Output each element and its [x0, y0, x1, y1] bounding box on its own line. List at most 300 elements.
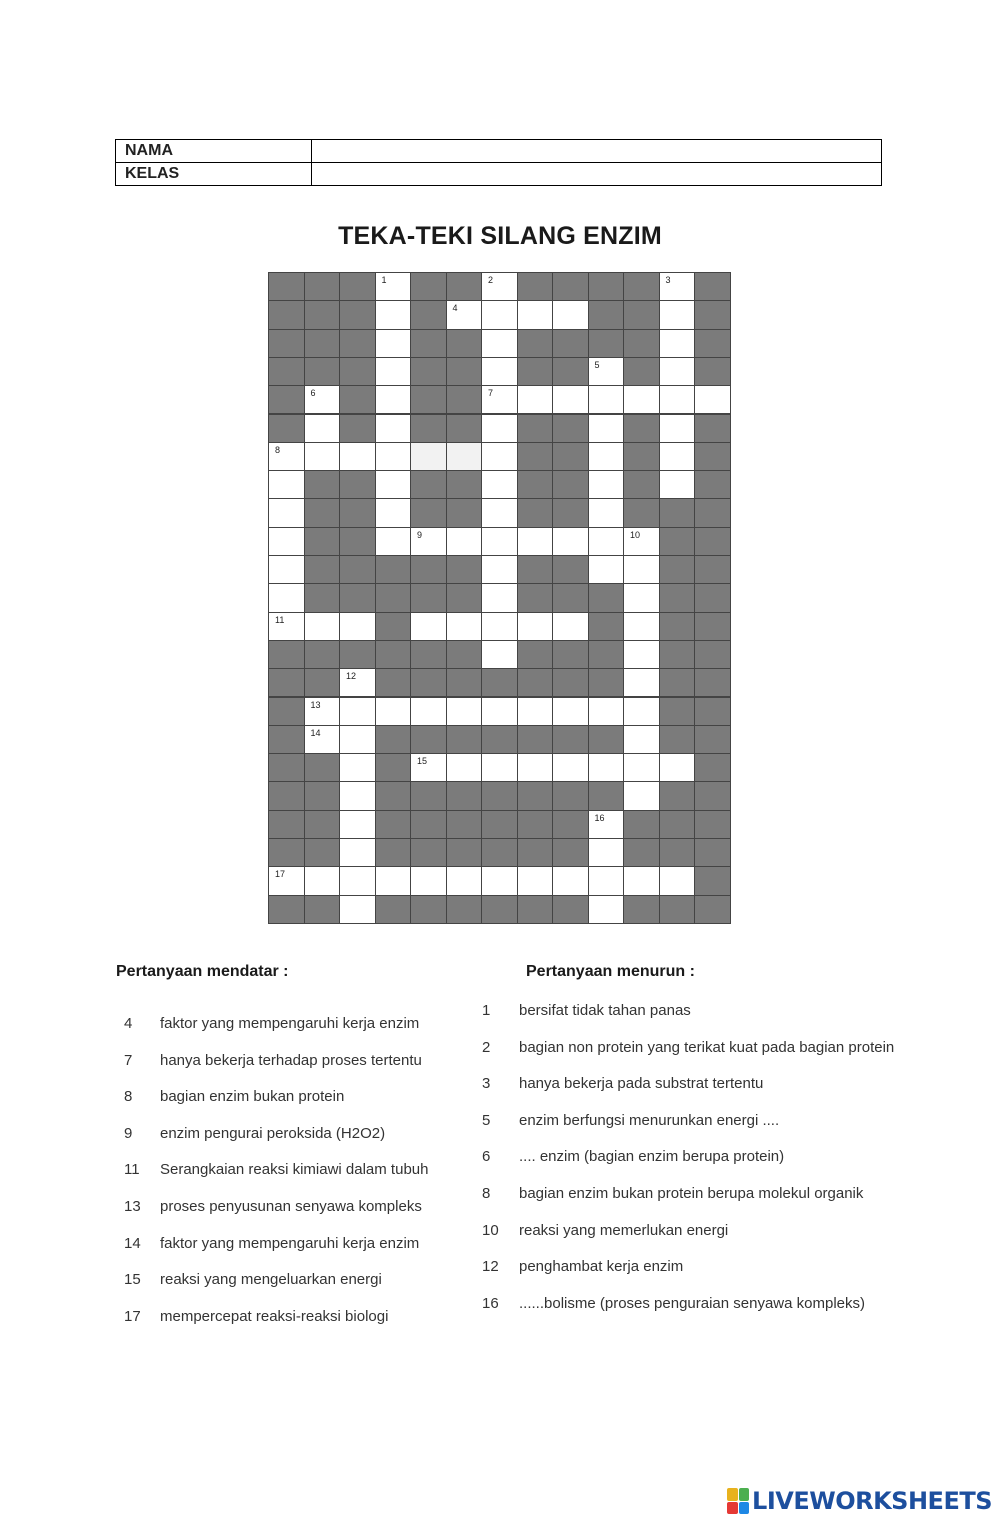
crossword-block-cell — [410, 357, 447, 386]
crossword-block-cell — [339, 300, 376, 329]
crossword-answer-cell[interactable] — [339, 668, 376, 697]
crossword-answer-cell[interactable] — [304, 442, 341, 471]
crossword-block-cell — [659, 612, 696, 641]
crossword-answer-cell[interactable] — [481, 385, 518, 414]
crossword-block-cell — [623, 442, 660, 471]
crossword-answer-cell[interactable] — [446, 753, 483, 782]
crossword-answer-cell[interactable] — [375, 498, 412, 527]
crossword-answer-cell[interactable] — [481, 357, 518, 386]
crossword-block-cell — [623, 838, 660, 867]
crossword-answer-cell[interactable] — [268, 498, 305, 527]
crossword-block-cell — [339, 527, 376, 556]
crossword-block-cell — [552, 781, 589, 810]
crossword-block-cell — [659, 555, 696, 584]
crossword-block-cell — [446, 725, 483, 754]
crossword-answer-cell[interactable] — [410, 866, 447, 895]
crossword-block-cell — [304, 470, 341, 499]
crossword-answer-cell[interactable] — [339, 866, 376, 895]
crossword-answer-cell[interactable] — [481, 329, 518, 358]
clue-number: 16 — [594, 812, 605, 823]
crossword-answer-cell[interactable] — [410, 753, 447, 782]
crossword-answer-cell[interactable] — [481, 866, 518, 895]
clue-item-number: 1 — [482, 1002, 491, 1019]
crossword-answer-cell[interactable] — [268, 612, 305, 641]
clue-item-number: 2 — [482, 1038, 491, 1056]
crossword-block-cell — [694, 357, 731, 386]
crossword-block-cell — [268, 668, 305, 697]
crossword-answer-cell[interactable] — [517, 300, 554, 329]
crossword-block-cell — [552, 810, 589, 839]
crossword-block-cell — [623, 470, 660, 499]
crossword-block-cell — [659, 697, 696, 726]
crossword-answer-cell[interactable] — [588, 470, 625, 499]
crossword-answer-cell[interactable] — [339, 725, 376, 754]
crossword-answer-cell[interactable] — [588, 385, 625, 414]
clue-number: 4 — [452, 303, 458, 314]
crossword-answer-cell[interactable] — [304, 697, 341, 726]
crossword-block-cell — [268, 300, 305, 329]
crossword-answer-cell[interactable] — [339, 612, 376, 641]
crossword-answer-cell[interactable] — [623, 753, 660, 782]
crossword-block-cell — [659, 498, 696, 527]
crossword-block-cell — [375, 583, 412, 612]
crossword-block-cell — [552, 498, 589, 527]
crossword-answer-cell[interactable] — [588, 555, 625, 584]
crossword-block-cell — [552, 555, 589, 584]
crossword-block-cell — [694, 300, 731, 329]
crossword-answer-cell[interactable] — [410, 442, 447, 471]
clue-item-text: hanya bekerja terhadap proses tertentu — [160, 1051, 422, 1069]
crossword-block-cell — [694, 725, 731, 754]
crossword-block-cell — [410, 498, 447, 527]
crossword-block-cell — [588, 640, 625, 669]
crossword-answer-cell[interactable] — [268, 555, 305, 584]
crossword-answer-cell[interactable] — [623, 697, 660, 726]
crossword-answer-cell[interactable] — [268, 583, 305, 612]
crossword-block-cell — [552, 895, 589, 924]
crossword-block-cell — [268, 725, 305, 754]
crossword-block-cell — [375, 725, 412, 754]
crossword-answer-cell[interactable] — [623, 725, 660, 754]
crossword-answer-cell[interactable] — [481, 527, 518, 556]
crossword-block-cell — [694, 697, 731, 726]
crossword-answer-cell[interactable] — [588, 895, 625, 924]
crossword-answer-cell[interactable] — [446, 697, 483, 726]
clue-item-text: hanya bekerja pada substrat tertentu — [519, 1075, 764, 1093]
crossword-answer-cell[interactable] — [481, 498, 518, 527]
crossword-block-cell — [517, 583, 554, 612]
crossword-block-cell — [268, 781, 305, 810]
crossword-block-cell — [410, 781, 447, 810]
crossword-block-cell — [304, 527, 341, 556]
crossword-answer-cell[interactable] — [375, 329, 412, 358]
down-heading: Pertanyaan menurun : — [526, 963, 695, 980]
crossword-block-cell — [304, 838, 341, 867]
clue-item-number: 8 — [482, 1185, 491, 1202]
crossword-answer-cell[interactable] — [659, 866, 696, 895]
crossword-answer-cell[interactable] — [375, 527, 412, 556]
crossword-answer-cell[interactable] — [517, 753, 554, 782]
crossword-answer-cell[interactable] — [588, 810, 625, 839]
crossword-answer-cell[interactable] — [481, 697, 518, 726]
crossword-block-cell — [304, 357, 341, 386]
crossword-block-cell — [517, 895, 554, 924]
crossword-answer-cell[interactable] — [304, 414, 341, 443]
crossword-answer-cell[interactable] — [339, 810, 376, 839]
crossword-answer-cell[interactable] — [339, 895, 376, 924]
crossword-answer-cell[interactable] — [659, 442, 696, 471]
crossword-block-cell — [517, 640, 554, 669]
crossword-block-cell — [339, 640, 376, 669]
crossword-block-cell — [552, 640, 589, 669]
crossword-answer-cell[interactable] — [268, 527, 305, 556]
crossword-block-cell — [623, 498, 660, 527]
crossword-block-cell — [410, 414, 447, 443]
clue-item-text: bagian non protein yang terikat kuat pada bagian protein — [519, 1038, 895, 1056]
crossword-block-cell — [694, 668, 731, 697]
crossword-block-cell — [339, 329, 376, 358]
crossword-answer-cell[interactable] — [375, 357, 412, 386]
crossword-block-cell — [268, 385, 305, 414]
clue-item-number: 10 — [482, 1221, 499, 1239]
crossword-answer-cell[interactable] — [588, 414, 625, 443]
crossword-block-cell — [694, 272, 731, 301]
crossword-block-cell — [304, 781, 341, 810]
crossword-answer-cell[interactable] — [410, 612, 447, 641]
crossword-answer-cell[interactable] — [659, 470, 696, 499]
crossword-block-cell — [304, 272, 341, 301]
crossword-answer-cell[interactable] — [623, 781, 660, 810]
clue-item-text: Serangkaian reaksi kimiawi dalam tubuh — [160, 1161, 429, 1179]
clue-item-text: proses penyusunan senyawa kompleks — [160, 1198, 422, 1215]
clue-item-text: bagian enzim bukan protein — [160, 1088, 345, 1106]
crossword-answer-cell[interactable] — [588, 838, 625, 867]
clue-item-text: ......bolisme (proses penguraian senyawa kompleks) — [519, 1294, 865, 1312]
crossword-answer-cell[interactable] — [339, 442, 376, 471]
crossword-answer-cell[interactable] — [588, 357, 625, 386]
crossword-block-cell — [659, 640, 696, 669]
crossword-answer-cell[interactable] — [375, 470, 412, 499]
crossword-answer-cell[interactable] — [659, 272, 696, 301]
crossword-answer-cell[interactable] — [552, 612, 589, 641]
class-row — [116, 163, 882, 186]
crossword-answer-cell[interactable] — [623, 385, 660, 414]
crossword-answer-cell[interactable] — [552, 866, 589, 895]
student-info-table — [115, 139, 882, 186]
crossword-block-cell — [268, 329, 305, 358]
crossword-block-cell — [517, 555, 554, 584]
crossword-answer-cell[interactable] — [375, 300, 412, 329]
crossword-block-cell — [517, 668, 554, 697]
crossword-block-cell — [446, 385, 483, 414]
crossword-answer-cell[interactable] — [304, 612, 341, 641]
crossword-block-cell — [659, 895, 696, 924]
crossword-block-cell — [410, 300, 447, 329]
crossword-block-cell — [517, 838, 554, 867]
crossword-block-cell — [375, 640, 412, 669]
clue-item-number: 11 — [124, 1161, 140, 1179]
crossword-block-cell — [446, 640, 483, 669]
name-field[interactable] — [312, 140, 882, 163]
crossword-block-cell — [304, 895, 341, 924]
crossword-answer-cell[interactable] — [588, 527, 625, 556]
crossword-answer-cell[interactable] — [268, 866, 305, 895]
crossword-block-cell — [410, 583, 447, 612]
crossword-block-cell — [517, 498, 554, 527]
crossword-block-cell — [517, 442, 554, 471]
crossword-block-cell — [588, 725, 625, 754]
crossword-block-cell — [446, 838, 483, 867]
crossword-block-cell — [552, 838, 589, 867]
crossword-block-cell — [446, 583, 483, 612]
clue-item-text: faktor yang mempengaruhi kerja enzim — [160, 1234, 420, 1252]
crossword-block-cell — [410, 470, 447, 499]
crossword-block-cell — [659, 725, 696, 754]
crossword-block-cell — [339, 498, 376, 527]
crossword-block-cell — [517, 414, 554, 443]
crossword-answer-cell[interactable] — [481, 300, 518, 329]
crossword-block-cell — [375, 838, 412, 867]
liveworksheets-logo-icon — [727, 1488, 749, 1514]
crossword-block-cell — [552, 470, 589, 499]
clue-item-number: 3 — [482, 1075, 491, 1093]
crossword-answer-cell[interactable] — [481, 414, 518, 443]
crossword-answer-cell[interactable] — [659, 385, 696, 414]
crossword-block-cell — [517, 470, 554, 499]
crossword-answer-cell[interactable] — [517, 385, 554, 414]
clue-item-text: penghambat kerja enzim — [519, 1258, 684, 1276]
crossword-answer-cell[interactable] — [304, 385, 341, 414]
clue-number: 11 — [275, 614, 285, 625]
crossword-block-cell — [446, 329, 483, 358]
crossword-block-cell — [481, 895, 518, 924]
crossword-block-cell — [375, 612, 412, 641]
crossword-block-cell — [304, 583, 341, 612]
crossword-answer-cell[interactable] — [588, 442, 625, 471]
crossword-answer-cell[interactable] — [623, 555, 660, 584]
clue-number: 3 — [665, 275, 671, 285]
crossword-answer-cell[interactable] — [481, 555, 518, 584]
crossword-answer-cell[interactable] — [517, 612, 554, 641]
crossword-answer-cell[interactable] — [375, 442, 412, 471]
crossword-answer-cell[interactable] — [375, 272, 412, 301]
crossword-block-cell — [446, 357, 483, 386]
crossword-answer-cell[interactable] — [517, 697, 554, 726]
crossword-answer-cell[interactable] — [552, 527, 589, 556]
crossword-answer-cell[interactable] — [446, 442, 483, 471]
name-row — [116, 140, 882, 163]
clue-item-text: .... enzim (bagian enzim berupa protein) — [519, 1148, 785, 1166]
crossword-answer-cell[interactable] — [410, 697, 447, 726]
crossword-block-cell — [588, 272, 625, 301]
crossword-block-cell — [410, 329, 447, 358]
crossword-answer-cell[interactable] — [268, 470, 305, 499]
crossword-block-cell — [481, 725, 518, 754]
crossword-block-cell — [268, 414, 305, 443]
crossword-block-cell — [375, 753, 412, 782]
crossword-block-cell — [410, 668, 447, 697]
crossword-block-cell — [446, 781, 483, 810]
clue-number: 7 — [488, 388, 494, 399]
crossword-block-cell — [623, 357, 660, 386]
crossword-answer-cell[interactable] — [623, 527, 660, 556]
crossword-block-cell — [481, 781, 518, 810]
crossword-answer-cell[interactable] — [304, 725, 341, 754]
crossword-block-cell — [659, 838, 696, 867]
crossword-block-cell — [694, 442, 731, 471]
crossword-block-cell — [694, 498, 731, 527]
crossword-answer-cell[interactable] — [446, 527, 483, 556]
clue-item-number: 17 — [124, 1307, 141, 1325]
crossword-block-cell — [517, 725, 554, 754]
crossword-answer-cell[interactable] — [481, 640, 518, 669]
crossword-answer-cell[interactable] — [446, 866, 483, 895]
crossword-block-cell — [446, 470, 483, 499]
crossword-answer-cell[interactable] — [659, 753, 696, 782]
crossword-block-cell — [410, 838, 447, 867]
crossword-block-cell — [410, 895, 447, 924]
crossword-answer-cell[interactable] — [588, 498, 625, 527]
crossword-answer-cell[interactable] — [410, 527, 447, 556]
clue-item-number: 12 — [482, 1258, 499, 1276]
crossword-answer-cell[interactable] — [552, 753, 589, 782]
crossword-block-cell — [410, 555, 447, 584]
crossword-answer-cell[interactable] — [375, 697, 412, 726]
clue-item-number: 14 — [124, 1234, 141, 1252]
clue-item-number: 8 — [124, 1088, 133, 1106]
crossword-block-cell — [552, 329, 589, 358]
crossword-block-cell — [552, 442, 589, 471]
clue-number: 14 — [310, 727, 321, 738]
class-label: KELAS — [116, 163, 312, 186]
crossword-block-cell — [481, 810, 518, 839]
crossword-block-cell — [446, 668, 483, 697]
crossword-answer-cell[interactable] — [694, 385, 731, 414]
clue-number: 6 — [310, 388, 316, 399]
clue-item-text: enzim pengurai peroksida (H2O2) — [160, 1124, 386, 1142]
crossword-answer-cell[interactable] — [517, 866, 554, 895]
crossword-answer-cell[interactable] — [481, 470, 518, 499]
crossword-block-cell — [588, 300, 625, 329]
crossword-block-cell — [410, 272, 447, 301]
crossword-answer-cell[interactable] — [623, 640, 660, 669]
crossword-block-cell — [304, 300, 341, 329]
crossword-answer-cell[interactable] — [446, 612, 483, 641]
crossword-block-cell — [552, 583, 589, 612]
crossword-block-cell — [339, 414, 376, 443]
crossword-answer-cell[interactable] — [481, 583, 518, 612]
crossword-answer-cell[interactable] — [446, 300, 483, 329]
crossword-answer-cell[interactable] — [517, 527, 554, 556]
crossword-answer-cell[interactable] — [481, 272, 518, 301]
liveworksheets-logo — [727, 1486, 992, 1516]
crossword-block-cell — [446, 498, 483, 527]
crossword-answer-cell[interactable] — [623, 612, 660, 641]
crossword-answer-cell[interactable] — [339, 753, 376, 782]
crossword-block-cell — [375, 895, 412, 924]
crossword-answer-cell[interactable] — [375, 414, 412, 443]
crossword-block-cell — [659, 668, 696, 697]
crossword-block-cell — [588, 781, 625, 810]
crossword-block-cell — [623, 300, 660, 329]
crossword-grid — [268, 272, 730, 923]
class-field[interactable] — [312, 163, 882, 186]
crossword-answer-cell[interactable] — [588, 866, 625, 895]
clue-item-number: 6 — [482, 1148, 491, 1166]
crossword-answer-cell[interactable] — [659, 414, 696, 443]
crossword-block-cell — [659, 583, 696, 612]
crossword-answer-cell[interactable] — [623, 866, 660, 895]
clue-item-text: faktor yang mempengaruhi kerja enzim — [160, 1015, 420, 1032]
crossword-answer-cell[interactable] — [481, 753, 518, 782]
crossword-block-cell — [588, 612, 625, 641]
crossword-answer-cell[interactable] — [623, 668, 660, 697]
crossword-block-cell — [694, 414, 731, 443]
crossword-block-cell — [659, 810, 696, 839]
crossword-block-cell — [552, 725, 589, 754]
crossword-answer-cell[interactable] — [375, 866, 412, 895]
crossword-answer-cell[interactable] — [304, 866, 341, 895]
crossword-block-cell — [517, 357, 554, 386]
crossword-answer-cell[interactable] — [588, 753, 625, 782]
crossword-block-cell — [694, 555, 731, 584]
crossword-block-cell — [588, 583, 625, 612]
crossword-answer-cell[interactable] — [339, 838, 376, 867]
crossword-block-cell — [694, 640, 731, 669]
crossword-block-cell — [659, 781, 696, 810]
crossword-answer-cell[interactable] — [481, 612, 518, 641]
crossword-block-cell — [588, 329, 625, 358]
crossword-block-cell — [623, 810, 660, 839]
crossword-block-cell — [268, 753, 305, 782]
crossword-answer-cell[interactable] — [339, 697, 376, 726]
crossword-block-cell — [694, 895, 731, 924]
crossword-block-cell — [517, 781, 554, 810]
crossword-block-cell — [552, 272, 589, 301]
crossword-answer-cell[interactable] — [552, 385, 589, 414]
crossword-answer-cell[interactable] — [659, 357, 696, 386]
crossword-answer-cell[interactable] — [552, 697, 589, 726]
crossword-block-cell — [268, 810, 305, 839]
crossword-block-cell — [375, 781, 412, 810]
clue-number: 10 — [630, 529, 641, 540]
crossword-block-cell — [339, 555, 376, 584]
crossword-block-cell — [375, 668, 412, 697]
crossword-block-cell — [304, 498, 341, 527]
crossword-answer-cell[interactable] — [659, 329, 696, 358]
crossword-answer-cell[interactable] — [268, 442, 305, 471]
crossword-answer-cell[interactable] — [552, 300, 589, 329]
crossword-answer-cell[interactable] — [588, 697, 625, 726]
crossword-block-cell — [694, 527, 731, 556]
crossword-answer-cell[interactable] — [481, 442, 518, 471]
crossword-answer-cell[interactable] — [623, 583, 660, 612]
crossword-block-cell — [304, 668, 341, 697]
crossword-block-cell — [268, 357, 305, 386]
crossword-answer-cell[interactable] — [659, 300, 696, 329]
clue-number: 5 — [594, 359, 600, 370]
crossword-block-cell — [446, 272, 483, 301]
crossword-block-cell — [375, 555, 412, 584]
crossword-block-cell — [552, 357, 589, 386]
clue-number: 9 — [417, 529, 423, 540]
crossword-block-cell — [694, 583, 731, 612]
clue-number: 8 — [275, 444, 281, 455]
crossword-answer-cell[interactable] — [339, 781, 376, 810]
crossword-answer-cell[interactable] — [375, 385, 412, 414]
clue-item-text: bagian enzim bukan protein berupa molekul organik — [519, 1185, 864, 1202]
crossword-block-cell — [268, 640, 305, 669]
